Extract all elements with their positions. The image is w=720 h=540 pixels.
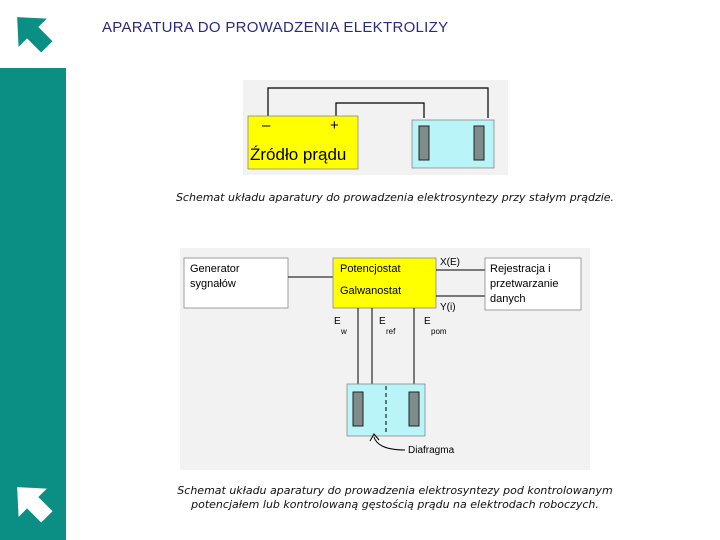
caption-diagram2-line1: Schemat układu aparatury do prowadzenia elektrosyntezy pod kontrolowanym xyxy=(177,484,613,497)
generator-label-line1: Generator xyxy=(190,263,240,275)
power-source-label: Źródło prądu xyxy=(250,145,347,164)
galvanostat-label: Galwanostat xyxy=(340,285,402,297)
recording-label-line1: Rejestracja i xyxy=(490,263,551,275)
generator-label-line2: sygnałów xyxy=(190,278,236,290)
recording-label-line3: danych xyxy=(490,293,526,305)
electrode-label-reference-sub: ref xyxy=(386,327,396,336)
caption-diagram2-line2: potencjałem lub kontrolowaną gęstością prądu na elektrodach roboczych. xyxy=(191,498,599,511)
potentiostat-label: Potencjostat xyxy=(340,263,401,275)
minus-sign: – xyxy=(262,117,271,134)
recording-label-line2: przetwarzanie xyxy=(490,278,559,290)
electrode-label-working-sub: w xyxy=(341,327,347,336)
electrode-label-auxiliary: E xyxy=(424,316,431,327)
plus-sign: + xyxy=(330,117,339,134)
working-electrode xyxy=(353,392,363,426)
caption-diagram2 xyxy=(100,484,690,512)
y-output-label: Y(i) xyxy=(440,302,456,313)
auxiliary-electrode xyxy=(409,392,419,426)
caption-diagram1: Schemat układu aparatury do prowadzenia elektrosyntezy przy stałym prądzie. xyxy=(175,191,615,204)
diaphragm-label: Diafragma xyxy=(408,445,455,456)
electrode-label-working: E xyxy=(334,316,341,327)
x-output-label: X(E) xyxy=(440,257,460,268)
electrode-label-auxiliary-sub: pom xyxy=(431,327,447,336)
page-title: APARATURA DO PROWADZENIA ELEKTROLIZY xyxy=(102,19,449,36)
electrode-label-reference: E xyxy=(379,316,386,327)
